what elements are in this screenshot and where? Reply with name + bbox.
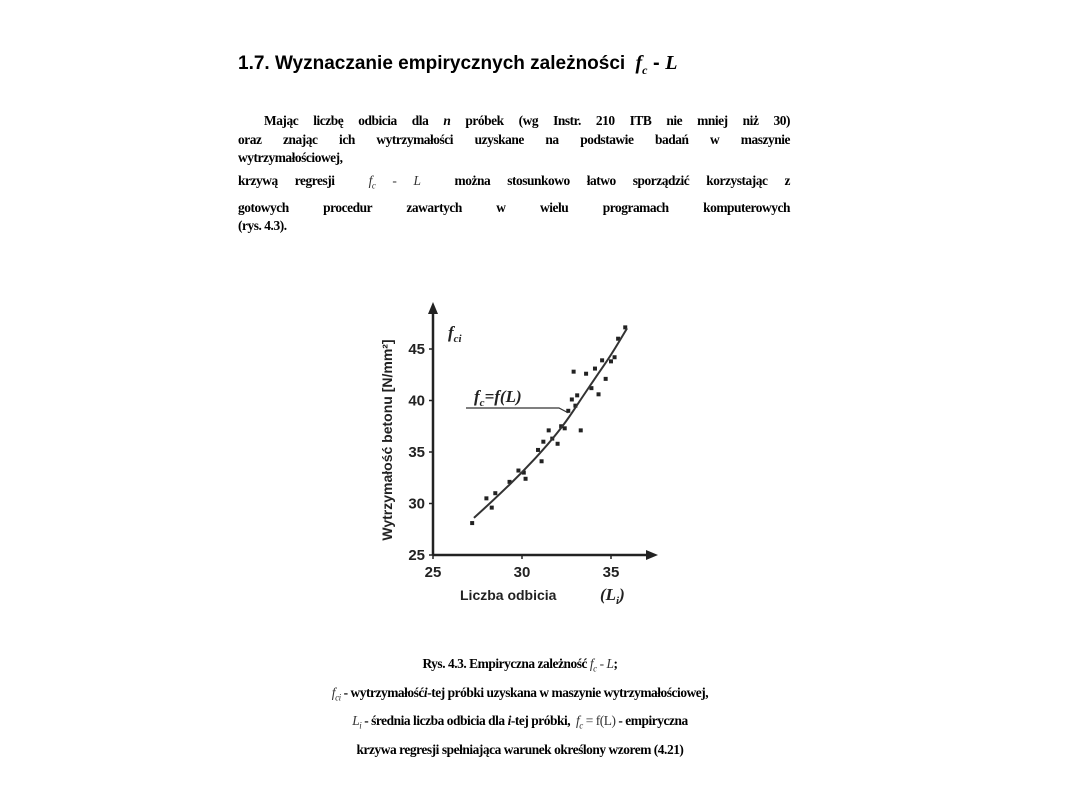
data-point [593,367,597,371]
data-point [579,428,583,432]
heading-formula: $f_c$ - L [635,52,678,77]
caption-line-1: Rys. 4.3. Empiryczna zależność $f_c$ - L; [422,656,618,674]
data-point [547,428,551,432]
data-point [604,377,608,381]
section-heading [238,52,677,78]
x-tick-label: 35 [602,564,620,581]
data-point [484,496,488,500]
figure-caption [230,652,810,761]
caption-line-4: krzywa regresji spełniająca warunek określony wzorem (4.21) [356,742,684,758]
data-point [600,358,604,362]
chart-ticks [408,341,619,581]
x-axis-symbol: $(L_i)$ [600,585,625,607]
chart-points [470,325,627,525]
data-point [597,392,601,396]
y-axis-symbol: $f_{ci}$ [448,323,462,345]
data-point [563,426,567,430]
section-heading-text: 1.7. Wyznaczanie empirycznych zależności [238,53,626,74]
data-point [575,393,579,397]
data-point [540,459,544,463]
x-axis-arrow [646,550,658,560]
x-tick-label: 30 [513,564,531,581]
data-point [490,506,494,510]
data-point [493,491,497,495]
data-point [470,521,474,525]
y-axis-arrow [428,302,438,314]
x-axis-title: Liczba odbicia [460,587,557,603]
y-tick-label: 40 [408,392,425,410]
chart-curve [474,328,627,518]
regression-curve [474,328,627,518]
paragraph-line-4: krzywą regresji $f_c$ - L można stosunkowo łatwo sporządzić korzystając z [238,172,791,191]
curve-label: $f_c=f(L)$ [474,387,522,409]
caption-line-3: $L_i$ - średnia liczba odbicia dla i-tej próbki, $f_c = f(L)$ - empiryczna [352,713,688,732]
data-point [613,355,617,359]
data-point [524,477,528,481]
y-tick-label: 25 [408,547,425,564]
caption-line-2: $f_{ci}$ - wytrzymałośći-tej próbki uzyskana w maszynie wytrzymałościowej, [331,684,709,703]
data-point [609,359,613,363]
chart-axes [428,302,658,560]
data-point [572,370,576,374]
data-point [556,442,560,446]
chart-labels [379,323,625,607]
paragraph-line-5: gotowych procedur zawartych w wielu programach komputerowych [238,199,790,215]
data-point [570,397,574,401]
y-axis-title: Wytrzymałość betonu [N/mm²] [379,339,395,541]
y-tick-label: 45 [408,341,425,358]
x-tick-label: 25 [424,564,442,581]
paragraph-line-6: (rys. 4.3). [238,218,287,234]
data-point [584,372,588,376]
paragraph-line-1: Mając liczbę odbicia dla n próbek (wg Instr. 210 ITB nie mniej niż 30) [264,113,790,128]
paragraph-line-3: wytrzymałościowej, [238,150,343,165]
regression-chart [370,300,670,615]
y-tick-label: 30 [408,495,425,513]
data-point [541,440,545,444]
y-tick-label: 35 [408,444,425,461]
data-point [536,448,540,452]
paragraph-line-2: oraz znając ich wytrzymałości uzyskane na podstawie badań w maszynie [238,131,790,147]
body-paragraph [238,112,790,236]
data-point [516,469,520,473]
